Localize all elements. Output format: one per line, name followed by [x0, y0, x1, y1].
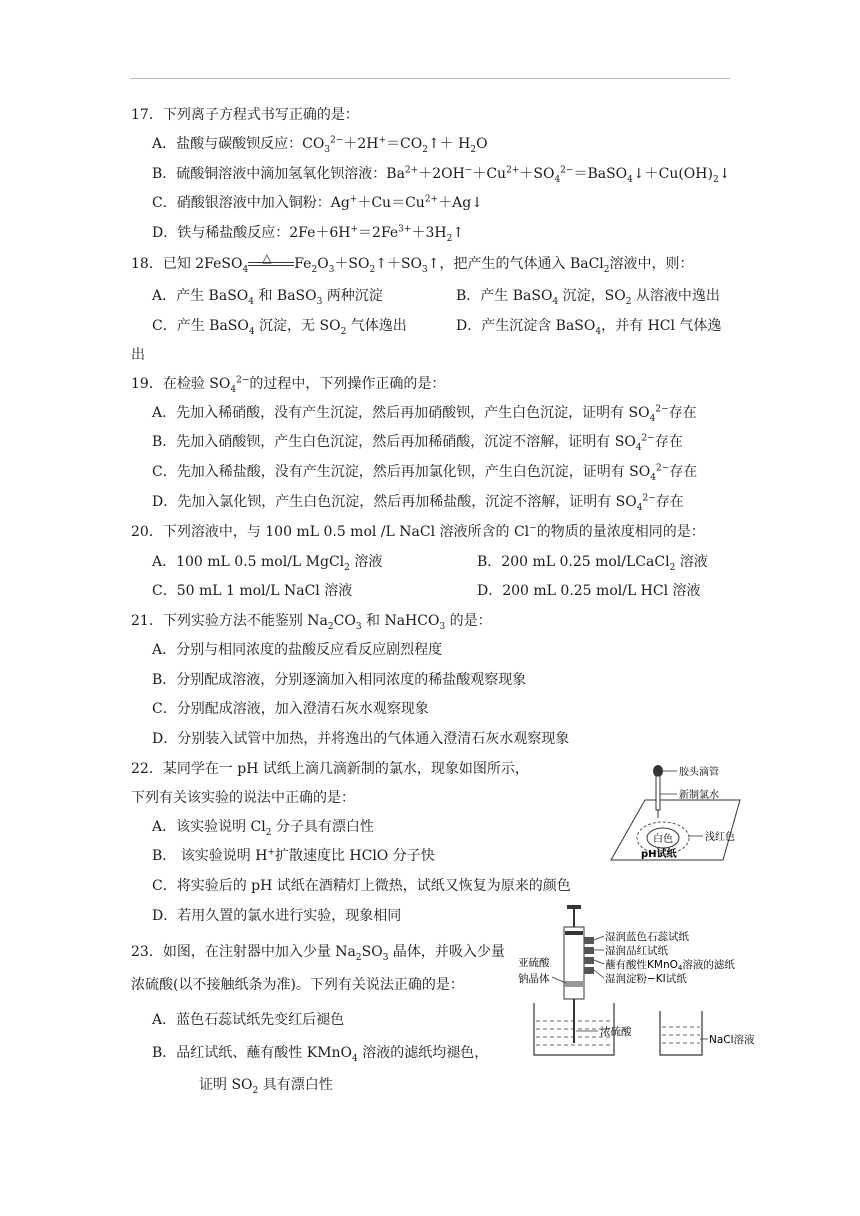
q23-option-a: A．蓝色石蕊试纸先变红后褪色: [152, 1012, 345, 1028]
q21-option-c: C．分别配成溶液，加入澄清石灰水观察现象: [152, 701, 429, 717]
q19-option-d: D．先加入氯化钡，产生白色沉淀，然后再加稀盐酸，沉淀不溶解，证明有 $SO_4^{2-}$存在: [152, 493, 684, 513]
q19-stem: 19．在检验 $SO_4^{2-}$的过程中，下列操作正确的是：: [131, 375, 446, 395]
q23-figure-syringe: [512, 903, 760, 1063]
sulfite-label-1: 亚硫酸: [518, 957, 550, 969]
light-red-label: 浅红色: [705, 832, 735, 843]
beaker-nacl: [660, 1011, 702, 1055]
q21-option-a: A．分别与相同浓度的盐酸反应看反应剧烈程度: [152, 642, 443, 658]
pinkred-label: 湿润品红试纸: [605, 945, 668, 957]
q18-option-d: D．产生沉淀含 BaSO$_4$，并有 HCl 气体逸: [456, 318, 722, 337]
q20-option-b: B．200 mL 0.25 mol/LCaCl$_2$ 溶液: [477, 554, 708, 573]
q23-stem-line2: 浓硫酸(以不接触纸条为准)。下列有关说法正确的是：: [131, 977, 464, 993]
sulfite-label-2: 钠晶体: [518, 973, 550, 985]
q19-option-a: A．先加入稀硝酸，没有产生沉淀，然后再加硝酸钡，产生白色沉淀，证明有 $SO_4^{2-}$存在: [152, 404, 697, 424]
q20-option-a: A．100 mL 0.5 mol/L MgCl$_2$ 溶液: [152, 554, 383, 573]
q23-stem-line1: 23．如图，在注射器中加入少量 $Na_2SO_3$ 晶体，并吸入少量: [131, 944, 505, 963]
q22-stem-line2: 下列有关该实验的说法中正确的是：: [131, 790, 355, 806]
nacl-label: NaCl溶液: [709, 1034, 755, 1046]
q21-option-b: B．分别配成溶液，分别逐滴加入相同浓度的稀盐酸观察现象: [152, 672, 527, 688]
q18-option-d-cont: 出: [131, 347, 145, 363]
strip-kmno4: [584, 957, 594, 964]
plunger-handle: [567, 905, 581, 909]
q18-stem: 18．已知 2FeSO$_4$ △ $Fe_2O_3+SO_2↑+SO_3↑$，把产生的气体通入 BaCl$_2$溶液中，则：: [131, 251, 694, 275]
q22-option-a: A．该实验说明 $Cl_2$ 分子具有漂白性: [152, 819, 374, 838]
q17-stem: 17．下列离子方程式书写正确的是：: [131, 107, 359, 123]
conc-acid-label: 浓硫酸: [600, 1026, 632, 1038]
q17-option-c: C．硝酸银溶液中加入铜粉：$Ag^++Cu=Cu^{2+}+Ag↓$: [152, 194, 483, 211]
kmno4-label: 蘸有酸性KMnO4溶液的滤纸: [605, 959, 735, 972]
blue-litmus-label: 湿润蓝色石蕊试纸: [605, 931, 689, 943]
q18-option-c: C．产生 BaSO$_4$ 沉淀，无 $SO_2$ 气体逸出: [152, 318, 407, 337]
q20-option-d: D．200 mL 0.25 mol/L HCl 溶液: [477, 583, 701, 599]
q17-option-b: B．硫酸铜溶液中滴加氢氧化钡溶液：$Ba^{2+}+2OH^-+Cu^{2+}+SO_4^{2-}=BaSO_4↓+Cu(OH)_2↓$: [152, 165, 731, 185]
q20-option-c: C．50 mL 1 mol/L NaCl 溶液: [152, 583, 353, 599]
dropper-bulb: [653, 765, 663, 777]
q17-option-a: A．盐酸与碳酸钡反应：$CO_3^{2-}+2H^+=CO_2↑+ H_2O$: [152, 135, 488, 155]
q22-option-b: B． 该实验说明 H+扩散速度比 HClO 分子快: [152, 847, 435, 864]
q20-stem: 20．下列溶液中，与 100 mL 0.5 mol /L NaCl 溶液所含的 Cl−的物质的量浓度相同的是：: [131, 523, 705, 540]
q21-stem: 21．下列实验方法不能鉴别 $Na_2CO_3$ 和 NaHCO$_3$ 的是：: [131, 613, 492, 632]
heating-condition: △: [248, 257, 294, 271]
white-label: 白色: [653, 834, 673, 845]
starch-ki-label: 湿润淀粉−KI试纸: [605, 973, 687, 985]
strip-starch-ki: [584, 967, 594, 974]
chlorine-water-label: 新制氯水: [679, 790, 719, 801]
q19-option-c: C．先加入稀盐酸，没有产生沉淀，然后再加氯化钡，产生白色沉淀，证明有 $SO_4^{2-}$存在: [152, 463, 698, 483]
q23-option-b-cont: 证明 $SO_2$ 具有漂白性: [199, 1077, 333, 1096]
strip-blue-litmus: [584, 937, 594, 944]
q23-option-b: B．品红试纸、蘸有酸性 KMnO$_4$ 溶液的滤纸均褪色，: [152, 1045, 489, 1064]
q22-option-c: C．将实验后的 pH 试纸在酒精灯上微热，试纸又恢复为原来的颜色: [152, 878, 571, 894]
strip-pinkred: [584, 947, 594, 954]
q22-option-d: D．若用久置的氯水进行实验，现象相同: [152, 908, 402, 924]
q19-option-b: B．先加入硝酸钡，产生白色沉淀，然后再加稀硝酸，沉淀不溶解，证明有 $SO_4^{2-}$存在: [152, 433, 683, 453]
dropper-tube: [656, 776, 660, 810]
header-rule: [130, 78, 730, 79]
q17-option-d: D．铁与稀盐酸反应：$2Fe+6H^+=2Fe^{3+}+3H_2↑$: [152, 224, 465, 244]
q22-figure-ph-paper: [605, 760, 760, 868]
syringe-barrel: [564, 927, 584, 999]
q22-stem-line1: 22．某同学在一 pH 试纸上滴几滴新制的氯水，现象如图所示，: [131, 761, 529, 777]
q18-option-b: B．产生 BaSO$_4$ 沉淀，$SO_2$ 从溶液中逸出: [456, 288, 720, 307]
dropper-label: 胶头滴管: [679, 767, 719, 778]
q18-option-a: A．产生 BaSO$_4$ 和 BaSO$_3$ 两种沉淀: [152, 288, 383, 307]
q21-option-d: D．分别装入试管中加热，并将逸出的气体通入澄清石灰水观察现象: [152, 731, 570, 747]
ph-paper-label: pH试纸: [641, 849, 677, 860]
